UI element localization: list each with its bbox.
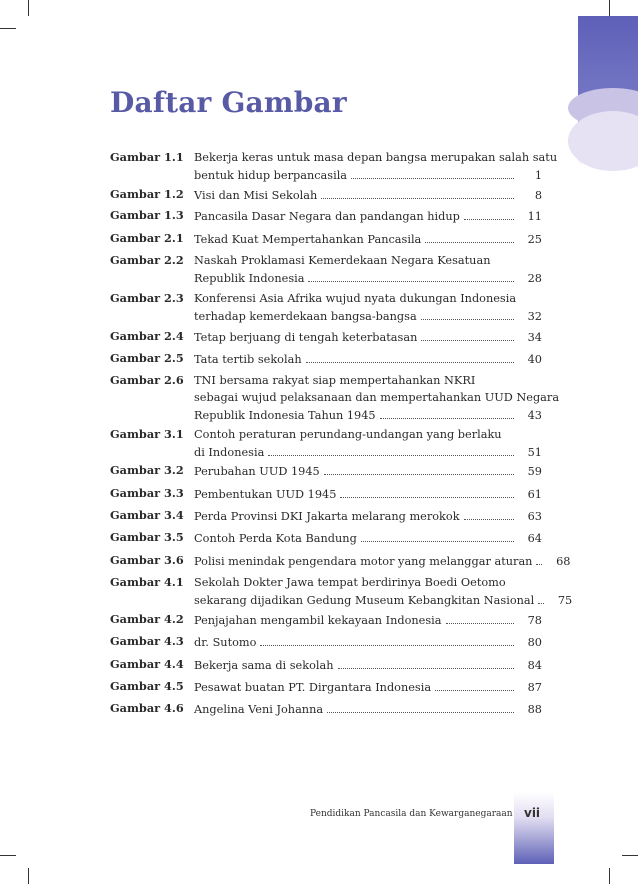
caption-line [194, 252, 542, 269]
caption-line [194, 462, 542, 479]
figure-caption [194, 485, 542, 502]
caption-text: Tetap berjuang di tengah keterbatasan [194, 331, 418, 344]
figure-label: Gambar 1.3 [110, 208, 184, 222]
page-number: 25 [527, 233, 542, 246]
figure-label: Gambar 2.6 [110, 373, 184, 387]
dot-leader [321, 186, 514, 199]
caption-text: Republik Indonesia Tahun 1945 [194, 409, 376, 422]
figure-caption [194, 633, 542, 650]
caption-line [194, 307, 542, 324]
dot-leader [351, 166, 514, 179]
caption-text: Contoh Perda Kota Bandung [194, 532, 357, 545]
figure-caption [194, 290, 542, 324]
caption-text: dr. Sutomo [194, 636, 257, 649]
dot-leader [340, 485, 514, 498]
dot-leader [338, 656, 514, 669]
caption-line [194, 328, 542, 345]
crop-mark [28, 868, 29, 884]
figure-label: Gambar 4.4 [110, 657, 184, 671]
page-number: 80 [527, 636, 542, 649]
figure-caption [194, 426, 542, 460]
caption-text: di Indonesia [194, 446, 265, 459]
figure-caption [194, 252, 542, 286]
page-number: 59 [527, 465, 542, 478]
caption-line [194, 269, 542, 286]
caption-line [194, 230, 542, 247]
caption-line [194, 166, 542, 183]
dot-leader [464, 507, 514, 520]
caption-line [194, 443, 542, 460]
figure-caption [194, 372, 560, 423]
caption-text: Konferensi Asia Afrika wujud nyata dukungan Indonesia [194, 292, 517, 305]
caption-text: Visi dan Misi Sekolah [194, 189, 318, 202]
caption-line [194, 207, 542, 224]
dot-leader [446, 611, 514, 624]
caption-line [194, 611, 542, 628]
figure-caption [194, 207, 542, 224]
figure-caption [194, 611, 542, 628]
caption-text: Bekerja keras untuk masa depan bangsa merupakan salah satu [194, 151, 558, 164]
crop-mark [622, 855, 638, 856]
figure-caption [194, 350, 542, 367]
figure-caption [194, 507, 542, 524]
dot-leader [361, 529, 514, 542]
figure-label: Gambar 4.3 [110, 634, 184, 648]
figure-label: Gambar 3.4 [110, 508, 184, 522]
figure-caption [194, 552, 571, 569]
caption-text: Pembentukan UUD 1945 [194, 488, 337, 501]
page-number: 40 [527, 353, 542, 366]
crop-mark [609, 868, 610, 884]
caption-text: Bekerja sama di sekolah [194, 659, 334, 672]
figure-label: Gambar 2.4 [110, 329, 184, 343]
figure-caption [194, 700, 542, 717]
caption-line [194, 186, 542, 203]
figure-caption [194, 529, 542, 546]
page-number: 11 [527, 210, 542, 223]
caption-text: Penjajahan mengambil kekayaan Indonesia [194, 614, 442, 627]
dot-leader [260, 633, 514, 646]
caption-line [194, 149, 558, 166]
figure-label: Gambar 4.1 [110, 575, 184, 589]
footer-book-title: Pendidikan Pancasila dan Kewarganegaraan [310, 809, 513, 819]
page-number: 32 [527, 310, 542, 323]
caption-text: terhadap kemerdekaan bangsa-bangsa [194, 310, 417, 323]
page-title: Daftar Gambar [110, 86, 347, 119]
page-number: 34 [527, 331, 542, 344]
page-number: 8 [534, 189, 542, 202]
dot-leader [421, 307, 514, 320]
figure-caption [194, 328, 542, 345]
dot-leader [538, 591, 544, 604]
figure-label: Gambar 1.2 [110, 187, 184, 201]
figure-caption [194, 656, 542, 673]
dot-leader [268, 443, 514, 456]
dot-leader [536, 552, 542, 565]
caption-line [194, 372, 542, 389]
dot-leader [435, 678, 514, 691]
caption-line [194, 406, 542, 423]
page-number: 28 [527, 272, 542, 285]
page-number: 61 [527, 488, 542, 501]
chapter-tab-decoration [578, 16, 638, 166]
dot-leader [327, 700, 514, 713]
page-number: 87 [527, 681, 542, 694]
figure-caption [194, 678, 542, 695]
caption-text: bentuk hidup berpancasila [194, 169, 348, 182]
caption-text: Contoh peraturan perundang-undangan yang berlaku [194, 428, 502, 441]
caption-line [194, 678, 542, 695]
tab-curve [568, 111, 638, 171]
caption-text: sebagai wujud pelaksanaan dan mempertahankan UUD Negara [194, 391, 560, 404]
page-number: 51 [527, 446, 542, 459]
crop-mark [28, 0, 29, 16]
caption-text: Pesawat buatan PT. Dirgantara Indonesia [194, 681, 432, 694]
figure-caption [194, 574, 573, 608]
caption-line [194, 552, 571, 569]
caption-line [194, 485, 542, 502]
caption-line [194, 426, 542, 443]
caption-text: Republik Indonesia [194, 272, 305, 285]
caption-text: Perda Provinsi DKI Jakarta melarang merokok [194, 510, 460, 523]
figure-caption [194, 230, 542, 247]
caption-text: TNI bersama rakyat siap mempertahankan NKRI [194, 374, 476, 387]
figure-label: Gambar 2.5 [110, 351, 184, 365]
page-number: 68 [556, 555, 571, 568]
crop-mark [0, 855, 16, 856]
figure-label: Gambar 3.3 [110, 486, 184, 500]
dot-leader [308, 269, 514, 282]
page-number: 88 [527, 703, 542, 716]
dot-leader [464, 207, 514, 220]
dot-leader [421, 328, 514, 341]
caption-text: Angelina Veni Johanna [194, 703, 324, 716]
figure-label: Gambar 2.1 [110, 231, 184, 245]
caption-line [194, 574, 542, 591]
caption-line [194, 633, 542, 650]
figure-caption [194, 462, 542, 479]
dot-leader [425, 230, 514, 243]
caption-line [194, 290, 542, 307]
figure-label: Gambar 3.6 [110, 553, 184, 567]
caption-text: Polisi menindak pengendara motor yang melanggar aturan [194, 555, 533, 568]
figure-caption [194, 149, 558, 183]
crop-mark [609, 0, 610, 16]
caption-text: Tata tertib sekolah [194, 353, 302, 366]
caption-line [194, 656, 542, 673]
caption-line [194, 529, 542, 546]
page-number: 43 [527, 409, 542, 422]
dot-leader [324, 462, 514, 475]
footer-page-number: vii [524, 806, 541, 820]
page-number: 64 [527, 532, 542, 545]
caption-text: Tekad Kuat Mempertahankan Pancasila [194, 233, 422, 246]
dot-leader [380, 406, 514, 419]
figure-label: Gambar 3.5 [110, 530, 184, 544]
page-number: 1 [534, 169, 542, 182]
figure-label: Gambar 3.1 [110, 427, 184, 441]
caption-text: Perubahan UUD 1945 [194, 465, 320, 478]
caption-line [194, 350, 542, 367]
page-number: 75 [557, 594, 573, 607]
page-number: 63 [527, 510, 542, 523]
caption-text: sekarang dijadikan Gedung Museum Kebangkitan Nasional [194, 594, 535, 607]
figure-label: Gambar 4.2 [110, 612, 184, 626]
dot-leader [306, 350, 514, 363]
caption-text: Pancasila Dasar Negara dan pandangan hidup [194, 210, 460, 223]
caption-line [194, 507, 542, 524]
figure-label: Gambar 1.1 [110, 150, 184, 164]
figure-label: Gambar 4.6 [110, 701, 184, 715]
caption-line [194, 591, 573, 608]
figure-label: Gambar 3.2 [110, 463, 184, 477]
page-number: 84 [527, 659, 542, 672]
figure-label: Gambar 2.2 [110, 253, 184, 267]
caption-line [194, 389, 560, 406]
figure-label: Gambar 2.3 [110, 291, 184, 305]
figure-label: Gambar 4.5 [110, 679, 184, 693]
caption-line [194, 700, 542, 717]
crop-mark [0, 28, 16, 29]
page-number: 78 [527, 614, 542, 627]
caption-text: Naskah Proklamasi Kemerdekaan Negara Kesatuan [194, 254, 491, 267]
page-number-tab [514, 792, 554, 864]
caption-text: Sekolah Dokter Jawa tempat berdirinya Boedi Oetomo [194, 576, 506, 589]
figure-caption [194, 186, 542, 203]
